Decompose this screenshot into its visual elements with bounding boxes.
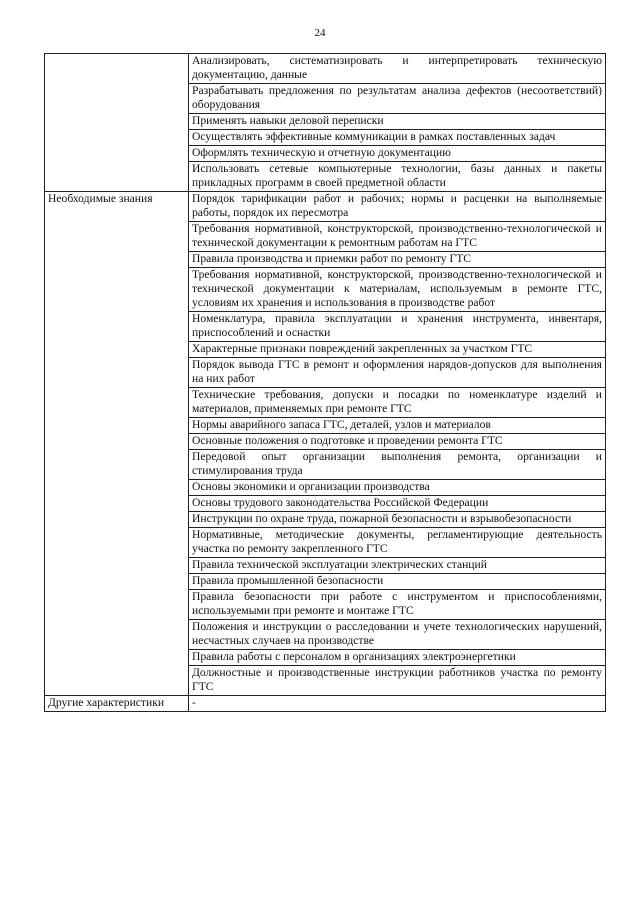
- requirement-item: Передовой опыт организации выполнения ремонта, организации и стимулирования труда: [189, 450, 606, 480]
- requirement-item: Требования нормативной, конструкторской, производственно-технологической и технической документации к материалам, используемым в ремонте ГТС, условиям их хранения и использования в производстве работ: [189, 268, 606, 312]
- requirement-item: Основы экономики и организации производства: [189, 480, 606, 496]
- requirement-item: Правила промышленной безопасности: [189, 574, 606, 590]
- table-row: [45, 696, 606, 712]
- table-row: [45, 54, 606, 84]
- requirement-item: Требования нормативной, конструкторской, производственно-технологической и технической документации к ремонтным работам на ГТС: [189, 222, 606, 252]
- requirement-item: Основы трудового законодательства Российской Федерации: [189, 496, 606, 512]
- requirement-item: Применять навыки деловой переписки: [189, 114, 606, 130]
- requirement-item: Разрабатывать предложения по результатам анализа дефектов (несоответствий) оборудования: [189, 84, 606, 114]
- table-row: [45, 192, 606, 222]
- requirement-item: Положения и инструкции о расследовании и учете технологических нарушений, несчастных случаев на производстве: [189, 620, 606, 650]
- table-body: [45, 54, 606, 712]
- page-number: 24: [314, 27, 326, 39]
- group-label: Другие характеристики: [45, 696, 189, 712]
- requirement-item: Оформлять техническую и отчетную документацию: [189, 146, 606, 162]
- requirement-item: Инструкции по охране труда, пожарной безопасности и взрывобезопасности: [189, 512, 606, 528]
- requirement-item: Технические требования, допуски и посадки по номенклатуре изделий и материалов, применяемых при ремонте ГТС: [189, 388, 606, 418]
- qualification-table: [44, 53, 606, 712]
- requirement-item: Порядок вывода ГТС в ремонт и оформления нарядов-допусков для выполнения на них работ: [189, 358, 606, 388]
- requirement-item: Должностные и производственные инструкции работников участка по ремонту ГТС: [189, 666, 606, 696]
- requirement-item: Правила технической эксплуатации электрических станций: [189, 558, 606, 574]
- requirement-item: Правила работы с персоналом в организациях электроэнергетики: [189, 650, 606, 666]
- requirement-item: Осуществлять эффективные коммуникации в рамках поставленных задач: [189, 130, 606, 146]
- group-label: Необходимые знания: [45, 192, 189, 696]
- requirement-item: Основные положения о подготовке и проведении ремонта ГТС: [189, 434, 606, 450]
- requirement-item: Использовать сетевые компьютерные технологии, базы данных и пакеты прикладных программ в своей предметной области: [189, 162, 606, 192]
- requirement-item: Номенклатура, правила эксплуатации и хранения инструмента, инвентаря, приспособлений и оснастки: [189, 312, 606, 342]
- requirement-item: Нормативные, методические документы, регламентирующие деятельность участка по ремонту закрепленного ГТС: [189, 528, 606, 558]
- requirement-item: Анализировать, систематизировать и интерпретировать техническую документацию, данные: [189, 54, 606, 84]
- requirement-item: Правила безопасности при работе с инструментом и приспособлениями, используемыми при ремонте и монтаже ГТС: [189, 590, 606, 620]
- requirement-item: Порядок тарификации работ и рабочих; нормы и расценки на выполняемые работы, порядок их пересмотра: [189, 192, 606, 222]
- requirement-item: -: [189, 696, 606, 712]
- requirement-item: Правила производства и приемки работ по ремонту ГТС: [189, 252, 606, 268]
- requirement-item: Характерные признаки повреждений закрепленных за участком ГТС: [189, 342, 606, 358]
- group-label: [45, 54, 189, 192]
- requirement-item: Нормы аварийного запаса ГТС, деталей, узлов и материалов: [189, 418, 606, 434]
